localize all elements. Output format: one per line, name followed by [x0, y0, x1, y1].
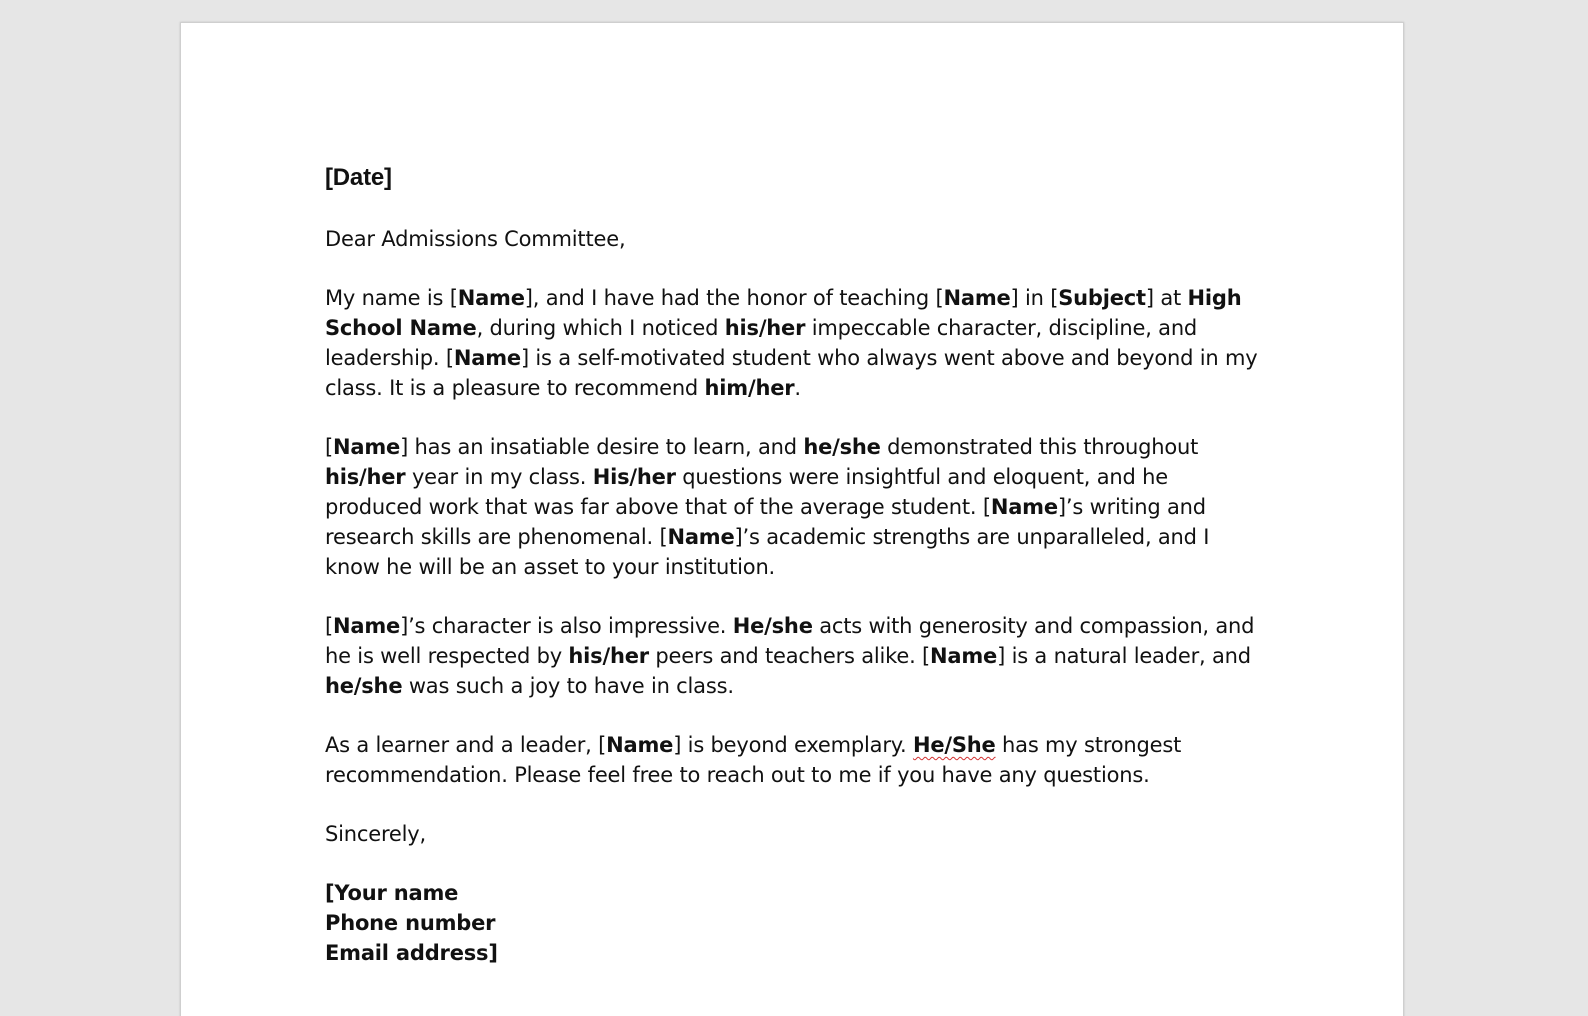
text-run: has my strongest recommendation. Please feel free to reach out to me if you have any questions. — [325, 733, 1182, 787]
signature-phone: Phone number — [325, 911, 496, 935]
text-run: was such a joy to have in class. — [402, 674, 734, 698]
signature-name: [Your name — [325, 881, 459, 905]
text-run: ]’s character is also impressive. — [400, 614, 733, 638]
text-run: ]’s academic strengths are unparalleled, and I know he will be an asset to your institution. — [325, 525, 1210, 579]
text-run: As a learner and a leader, [ — [325, 733, 607, 757]
name-placeholder: Name — [453, 346, 521, 370]
date-placeholder — [325, 163, 1265, 193]
name-placeholder: Name — [333, 614, 401, 638]
text-run: ] is a self-motivated student who always went above and beyond in my class. It is a pleasure to recommend — [325, 346, 1258, 400]
pronoun-placeholder: his/her — [724, 316, 806, 340]
paragraph-introduction — [325, 283, 1265, 403]
text-run: . — [794, 376, 801, 400]
name-placeholder: Name — [930, 644, 998, 668]
text-run: ] in [ — [1010, 286, 1059, 310]
closing: Sincerely, — [325, 822, 426, 846]
text-run: ] at — [1145, 286, 1188, 310]
pronoun-placeholder: His/her — [592, 465, 676, 489]
date-text: [Date] — [325, 164, 392, 191]
text-run: peers and teachers alike. [ — [648, 644, 931, 668]
letter-body[interactable] — [325, 163, 1265, 968]
subject-placeholder: Subject — [1058, 286, 1146, 310]
text-run: impeccable character, discipline, and leadership. [ — [325, 316, 1198, 370]
text-run: [ — [325, 435, 333, 459]
text-run: acts with generosity and compassion, and he is well respected by — [325, 614, 1255, 668]
salutation: Dear Admissions Committee, — [325, 227, 626, 251]
paragraph-conclusion — [325, 730, 1265, 790]
pronoun-placeholder: his/her — [568, 644, 649, 668]
text-run: demonstrated this throughout — [880, 435, 1199, 459]
signature-block — [325, 878, 1265, 968]
document-page[interactable] — [180, 22, 1404, 1016]
paragraph-character — [325, 611, 1265, 701]
text-run: , during which I noticed — [476, 316, 725, 340]
signature-email: Email address] — [325, 941, 498, 965]
text-run: ]’s writing and research skills are phenomenal. [ — [325, 495, 1206, 549]
text-run: ] is beyond exemplary. — [673, 733, 913, 757]
pronoun-placeholder: him/her — [704, 376, 795, 400]
pronoun-placeholder: his/her — [325, 465, 406, 489]
name-placeholder: Name — [667, 525, 735, 549]
name-placeholder: Name — [990, 495, 1058, 519]
spellcheck-flagged-pronoun[interactable]: He/She — [912, 733, 996, 757]
paragraph-academics — [325, 432, 1265, 582]
text-run: My name is [ — [325, 286, 458, 310]
name-placeholder: Name — [943, 286, 1011, 310]
name-placeholder: Name — [333, 435, 401, 459]
text-run: ] has an insatiable desire to learn, and — [400, 435, 804, 459]
name-placeholder: Name — [606, 733, 674, 757]
pronoun-placeholder: he/she — [803, 435, 881, 459]
text-run: [ — [325, 614, 333, 638]
text-run: questions were insightful and eloquent, and he produced work that was far above that of the average student. [ — [325, 465, 1168, 519]
pronoun-placeholder: he/she — [325, 674, 403, 698]
text-run: year in my class. — [405, 465, 593, 489]
pronoun-placeholder: He/she — [732, 614, 813, 638]
text-run: ] is a natural leader, and — [997, 644, 1251, 668]
text-run: ], and I have had the honor of teaching [ — [524, 286, 944, 310]
name-placeholder: Name — [457, 286, 525, 310]
school-placeholder: High School Name — [325, 286, 1242, 340]
